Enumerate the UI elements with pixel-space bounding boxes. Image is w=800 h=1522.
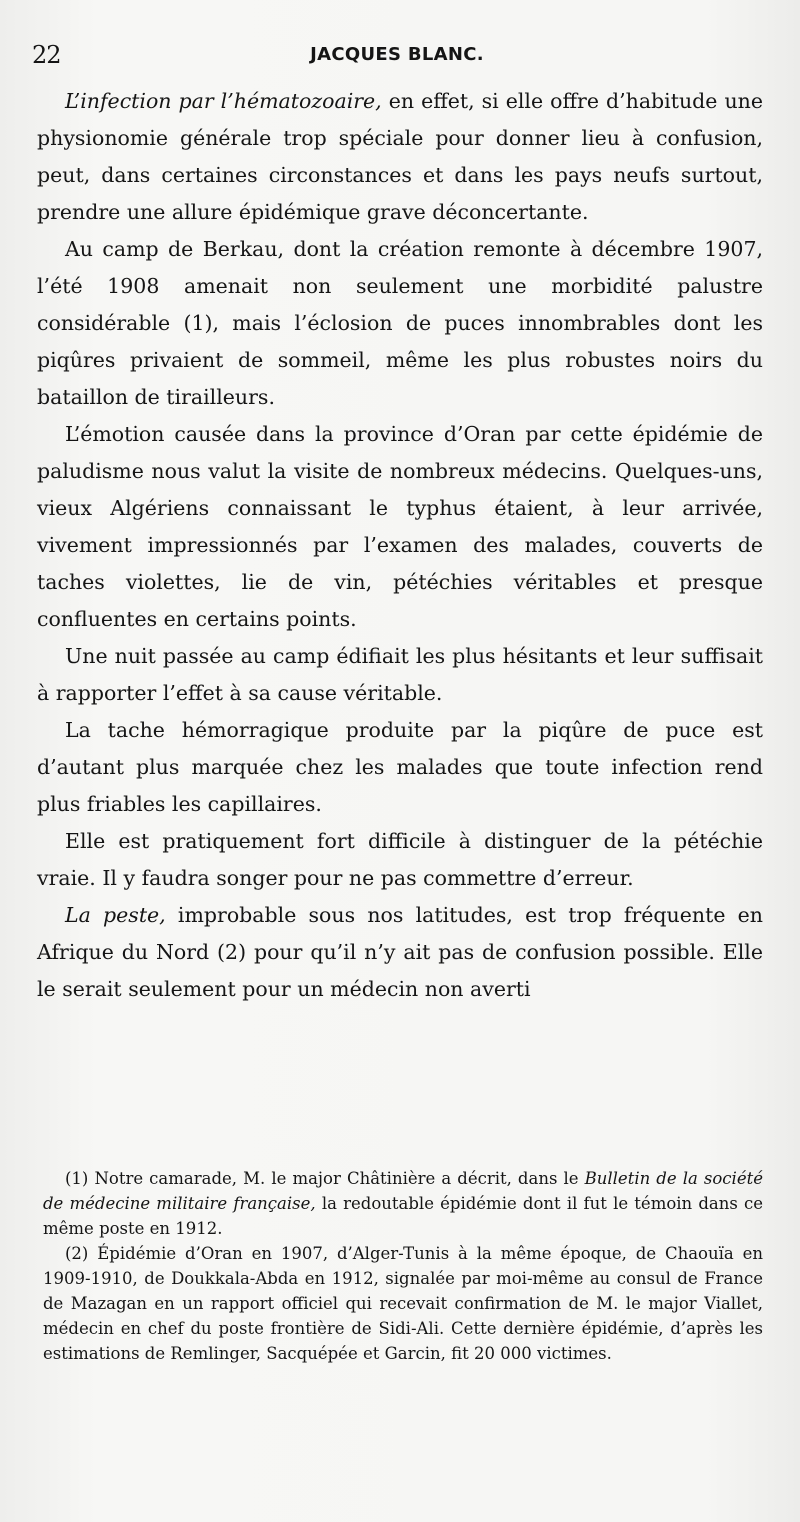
italic-term-peste: La peste, — [65, 903, 166, 927]
footnote-2: (2) Épidémie d’Oran en 1907, d’Alger-Tunis à la même époque, de Chaouïa en 1909-1910, de Doukkala-Abda en 1912, signalée par moi-même au consul de France de Mazagan en un rapport officiel qui recevait confirmation de M. le major Viallet, médecin en chef du poste frontière de Sidi-Ali. Cette dernière épidémie, d’après les estimations de Remlinger, Sacquépée et Garcin, fit 20 000 victimes. — [43, 1244, 763, 1363]
paragraph-3: L’émotion causée dans la province d’Oran par cette épidémie de paludisme nous valut la visite de nombreux médecins. Quelques-uns, vieux Algériens connaissant le typhus étaient, à leur arrivée, vivement impressionnés par l’examen des malades, couverts de taches violettes, lie de vin, pétéchies véritables et presque confluentes en certains points. — [37, 422, 763, 631]
body-text — [37, 83, 763, 1008]
paragraph-6: Elle est pratiquement fort difficile à distinguer de la pétéchie vraie. Il y faudra songer pour ne pas commettre d’erreur. — [37, 829, 763, 890]
paragraph-1-text: en effet, si elle offre d’habitude une physionomie générale trop spéciale pour donner lieu à confusion, peut, dans certaines circonstances et dans les pays neufs surtout, prendre une allure épidémique grave déconcertante. — [37, 89, 763, 224]
footnote-1 — [43, 1166, 763, 1241]
paragraph-7 — [37, 897, 763, 1008]
footnote-1-start: (1) Notre camarade, M. le major Châtinière a décrit, dans le — [65, 1169, 585, 1188]
page-number: 22 — [32, 41, 61, 69]
paragraph-7-text: improbable sous nos latitudes, est trop fréquente en Afrique du Nord (2) pour qu’il n’y ait pas de confusion possible. Elle le serait seulement pour un médecin non averti — [37, 903, 763, 1001]
footnote-1-end: la redoutable épidémie dont il fut le témoin dans ce même poste en 1912. — [43, 1194, 764, 1238]
paragraph-2: Au camp de Berkau, dont la création remonte à décembre 1907, l’été 1908 amenait non seulement une morbidité palustre considérable (1), mais l’éclosion de puces innombrables dont les piqûres privaient de sommeil, même les plus robustes noirs du bataillon de tirailleurs. — [37, 237, 763, 409]
italic-term-infection: L’infection par l’hématozoaire, — [65, 89, 382, 113]
paragraph-4: Une nuit passée au camp édifiait les plus hésitants et leur suffisait à rapporter l’effet à sa cause véritable. — [37, 644, 763, 705]
footnote-1-journal-title: Bulletin de la société de médecine militaire française, — [43, 1169, 763, 1213]
paragraph-5: La tache hémorragique produite par la piqûre de puce est d’autant plus marquée chez les malades que toute infection rend plus friables les capillaires. — [37, 718, 763, 816]
page-header — [32, 40, 762, 74]
running-head: JACQUES BLANC. — [310, 44, 484, 65]
footnotes — [43, 1166, 763, 1366]
paragraph-1 — [37, 83, 763, 231]
